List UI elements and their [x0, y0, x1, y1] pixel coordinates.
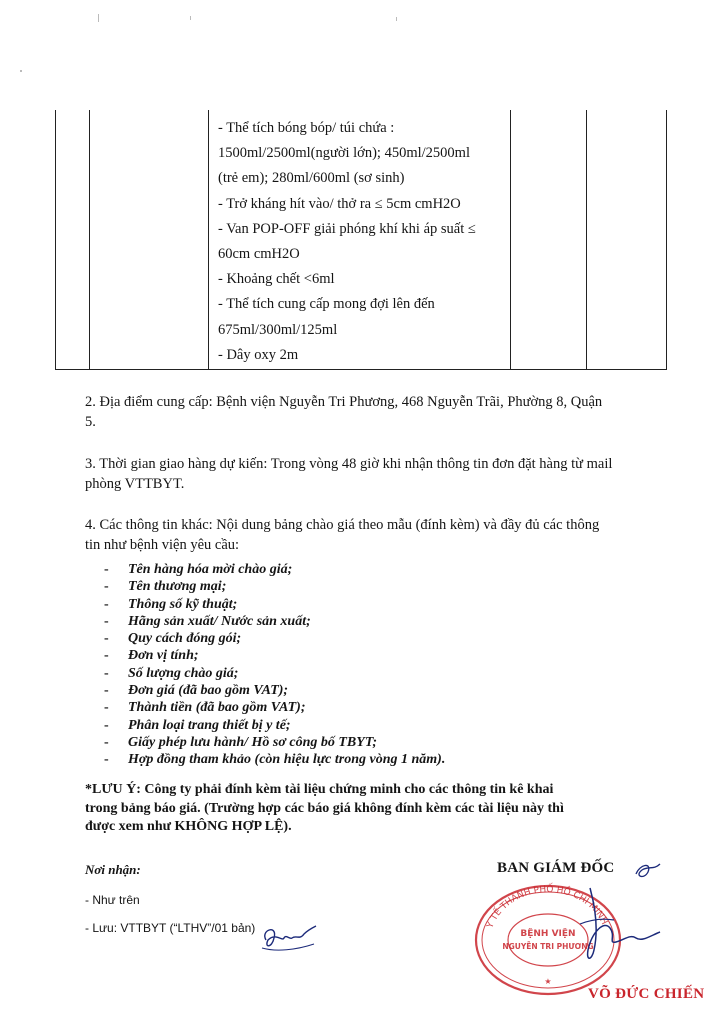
signature-title: BAN GIÁM ĐỐC [497, 860, 615, 876]
initials-scribble [256, 918, 318, 958]
section-line: 3. Thời gian giao hàng dự kiến: Trong vòng 48 giờ khi nhận thông tin đơn đặt hàng từ mail [85, 456, 613, 472]
spec-line: - Dây oxy 2m [218, 346, 299, 363]
section-delivery-time [85, 454, 665, 494]
recipients-title: Nơi nhận: [85, 862, 141, 877]
recipient-line: - Như trên [85, 893, 140, 907]
section-other-info [85, 515, 665, 555]
spec-line: - Trở kháng hít vào/ thở ra ≤ 5cm cmH2O [218, 195, 461, 212]
spec-table [55, 110, 667, 370]
list-item: - Đơn vị tính; [104, 647, 445, 664]
spec-cell [218, 116, 518, 368]
table-col-divider [586, 110, 587, 369]
svg-text:★: ★ [544, 977, 552, 986]
svg-text:BỆNH VIỆN: BỆNH VIỆN [520, 929, 576, 939]
signer-name: VÕ ĐỨC CHIẾN [588, 986, 705, 1002]
note-line: được xem như KHÔNG HỢP LỆ). [85, 819, 292, 834]
section-line: tin như bệnh viện yêu cầu: [85, 537, 240, 553]
spec-line: 60cm cmH2O [218, 246, 300, 263]
section-line: 4. Các thông tin khác: Nội dung bảng chào giá theo mẫu (đính kèm) và đầy đủ các thông [85, 517, 600, 533]
section-line: phòng VTTBYT. [85, 476, 185, 492]
list-item: - Tên thương mại; [104, 578, 445, 595]
list-item: - Tên hàng hóa mời chào giá; [104, 561, 445, 578]
spec-line: (trẻ em); 280ml/600ml (sơ sinh) [218, 170, 405, 187]
note-line: *LƯU Ý: Công ty phải đính kèm tài liệu chứng minh cho các thông tin kê khai [85, 782, 554, 797]
list-item: - Hãng sản xuất/ Nước sản xuất; [104, 613, 445, 630]
svg-text:NGUYỄN TRI PHƯƠNG: NGUYỄN TRI PHƯƠNG [502, 942, 594, 951]
section-line: 2. Địa điểm cung cấp: Bệnh viện Nguyễn Tri Phương, 468 Nguyễn Trãi, Phường 8, Quận [85, 394, 603, 410]
spec-line: - Van POP-OFF giải phóng khí khi áp suất ≤ [218, 220, 476, 237]
director-signature [560, 880, 664, 970]
scan-mark [98, 14, 99, 22]
section-line: 5. [85, 414, 96, 430]
scan-mark [396, 17, 397, 21]
list-item: - Hợp đồng tham khảo (còn hiệu lực trong vòng 1 năm). [104, 751, 445, 768]
list-item: - Đơn giá (đã bao gồm VAT); [104, 682, 445, 699]
list-item: - Phân loại trang thiết bị y tế; [104, 717, 445, 734]
list-item: - Thông số kỹ thuật; [104, 596, 445, 613]
scan-mark [190, 16, 191, 20]
spec-line: - Thể tích bóng bóp/ túi chứa : [218, 120, 395, 136]
note-line: trong bảng báo giá. (Trường hợp các báo giá không đính kèm các tài liệu này thì [85, 800, 564, 816]
title-initial-icon [632, 858, 662, 882]
required-info-list [104, 561, 445, 769]
spec-line: - Thể tích cung cấp mong đợi lên đến [218, 296, 435, 313]
list-item: - Quy cách đóng gói; [104, 630, 445, 647]
table-col-divider [208, 110, 209, 369]
section-delivery-location [85, 392, 665, 432]
list-item: - Thành tiền (đã bao gồm VAT); [104, 699, 445, 716]
svg-text:Y TẾ THÀNH PHỐ HỒ CHÍ MINH: Y TẾ THÀNH PHỐ HỒ CHÍ MINH [485, 884, 609, 930]
table-col-divider [89, 110, 90, 369]
recipient-line: - Lưu: VTTBYT (“LTHV”/01 bản) [85, 921, 256, 935]
spec-line: 675ml/300ml/125ml [218, 321, 338, 338]
spec-line: - Khoảng chết <6ml [218, 271, 335, 288]
scan-mark [20, 70, 22, 72]
attention-note [85, 781, 645, 837]
list-item: - Giấy phép lưu hành/ Hồ sơ công bố TBYT; [104, 734, 445, 751]
list-item: - Số lượng chào giá; [104, 665, 445, 682]
spec-line: 1500ml/2500ml(người lớn); 450ml/2500ml [218, 145, 470, 162]
